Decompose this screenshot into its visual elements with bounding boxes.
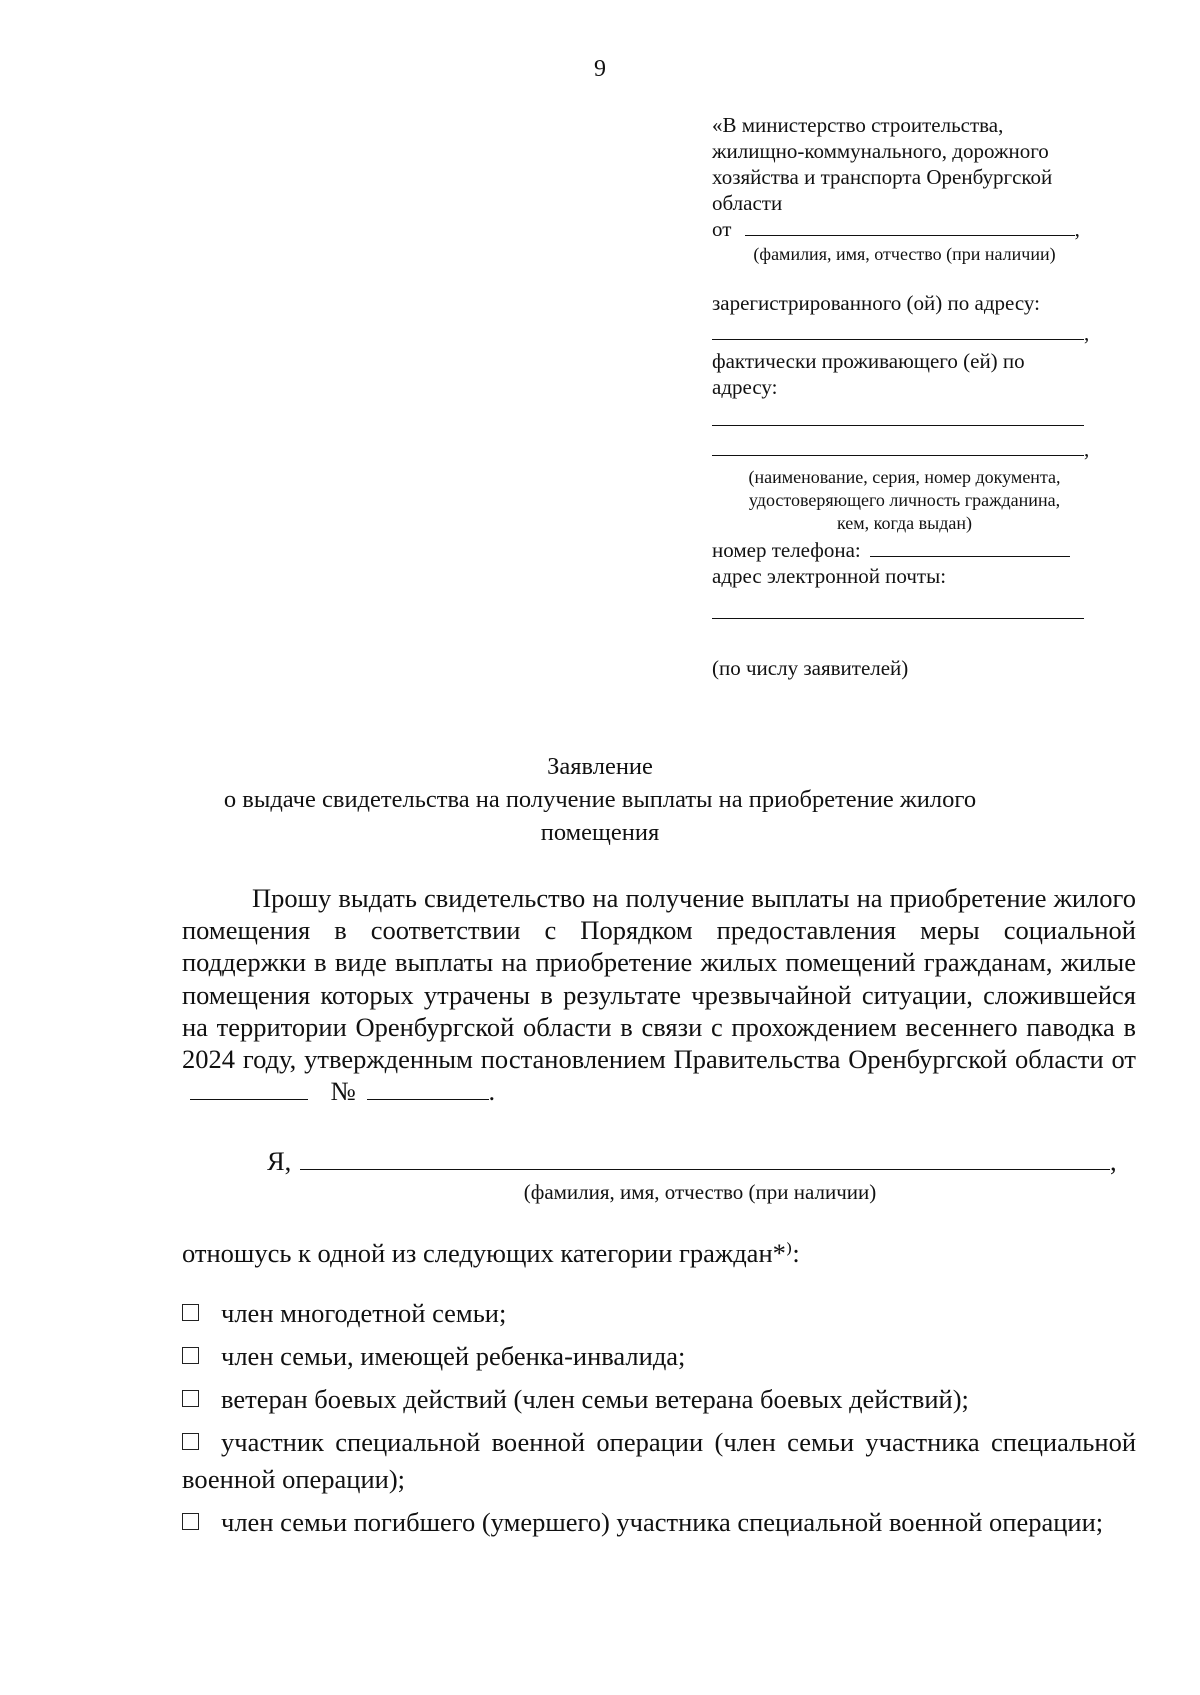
address-block <box>712 112 1097 681</box>
document-caption: (наименование, серия, номер документа, <box>748 467 1061 487</box>
registered-address-row: , <box>712 320 1097 346</box>
document-caption: удостоверяющего личность гражданина, <box>748 490 1061 510</box>
registered-label: зарегистрированного (ой) по адресу: <box>712 291 1040 315</box>
from-name-field[interactable] <box>745 217 1075 236</box>
checkbox[interactable] <box>182 1347 199 1364</box>
category-label: член многодетной семьи; <box>221 1298 507 1328</box>
registered-address-field[interactable] <box>712 321 1084 340</box>
category-label: член семьи, имеющей ребенка-инвалида; <box>221 1341 686 1371</box>
from-label: от <box>712 217 732 241</box>
document-title <box>150 750 1050 849</box>
category-label: ветеран боевых действий (член семьи ветерана боевых действий); <box>221 1384 969 1414</box>
applicants-note: (по числу заявителей) <box>712 656 909 680</box>
list-item <box>182 1504 1136 1541</box>
email-field[interactable] <box>712 600 1084 619</box>
decree-date-field[interactable] <box>190 1077 308 1100</box>
recipient-line: хозяйства и транспорта Оренбургской <box>712 165 1053 189</box>
checkbox[interactable] <box>182 1433 199 1450</box>
list-item <box>182 1424 1136 1498</box>
email-label: адрес электронной почты: <box>712 564 947 588</box>
title-line: помещения <box>540 819 660 846</box>
phone-row <box>712 537 1097 563</box>
actual-label: фактически проживающего (ей) по <box>712 349 1025 373</box>
list-item <box>182 1295 1136 1332</box>
document-field[interactable] <box>712 437 1084 456</box>
request-paragraph <box>182 882 1136 1107</box>
checkbox[interactable] <box>182 1513 199 1530</box>
category-label: участник специальной военной операции (член семьи участника специальной военной операции); <box>182 1427 1136 1494</box>
ya-label: Я, <box>267 1146 292 1176</box>
end-period: . <box>488 1076 496 1107</box>
list-item <box>182 1381 1136 1418</box>
paragraph-body: Прошу выдать свидетельство на получение выплаты на приобретение жилого помещения в соответствии с Порядком предоставления меры социальной поддержки в виде выплаты на приобретение жилых помещений гражданам, жилые помещения которых утрачены в результате чрезвычайной ситуации, сложившейся на территории Оренбургской области в связи с прохождением весеннего паводка в 2024 году, утвержденным постановлением Правительства Оренбургской области от <box>182 883 1136 1075</box>
recipient-line: жилищно-коммунального, дорожного <box>712 139 1049 163</box>
actual-address-field[interactable] <box>712 407 1084 426</box>
checkbox[interactable] <box>182 1304 199 1321</box>
actual-address-row <box>712 406 1097 432</box>
document-row: , <box>712 436 1097 462</box>
actual-label-cont: адресу: <box>712 375 778 399</box>
list-item <box>182 1338 1136 1375</box>
checkbox[interactable] <box>182 1390 199 1407</box>
declarant-name-field[interactable] <box>300 1147 1110 1170</box>
page-number: 9 <box>594 56 606 82</box>
categories-intro: отношусь к одной из следующих категории граждан*⁾: <box>182 1238 800 1268</box>
recipient-line: области <box>712 191 783 215</box>
from-row: от , <box>712 217 1080 241</box>
decree-number-field[interactable] <box>367 1077 489 1100</box>
category-label: член семьи погибшего (умершего) участника специальной военной операции; <box>221 1507 1104 1537</box>
email-row <box>712 599 1097 625</box>
document-caption: кем, когда выдан) <box>836 513 972 533</box>
title-line: Заявление <box>547 753 653 780</box>
title-line: о выдаче свидетельства на получение выплаты на приобретение жилого <box>223 786 977 813</box>
declaration-row <box>267 1146 1147 1177</box>
phone-label: номер телефона: <box>712 538 861 562</box>
categories-list <box>182 1295 1136 1547</box>
number-sign: № <box>330 1076 356 1107</box>
paragraph-text <box>182 882 1136 1107</box>
declaration-comma: , <box>1109 1146 1117 1176</box>
from-caption: (фамилия, имя, отчество (при наличии) <box>753 244 1056 264</box>
phone-field[interactable] <box>870 538 1070 557</box>
recipient-line: «В министерство строительства, <box>712 113 1004 137</box>
declaration-caption: (фамилия, имя, отчество (при наличии) <box>523 1180 877 1204</box>
